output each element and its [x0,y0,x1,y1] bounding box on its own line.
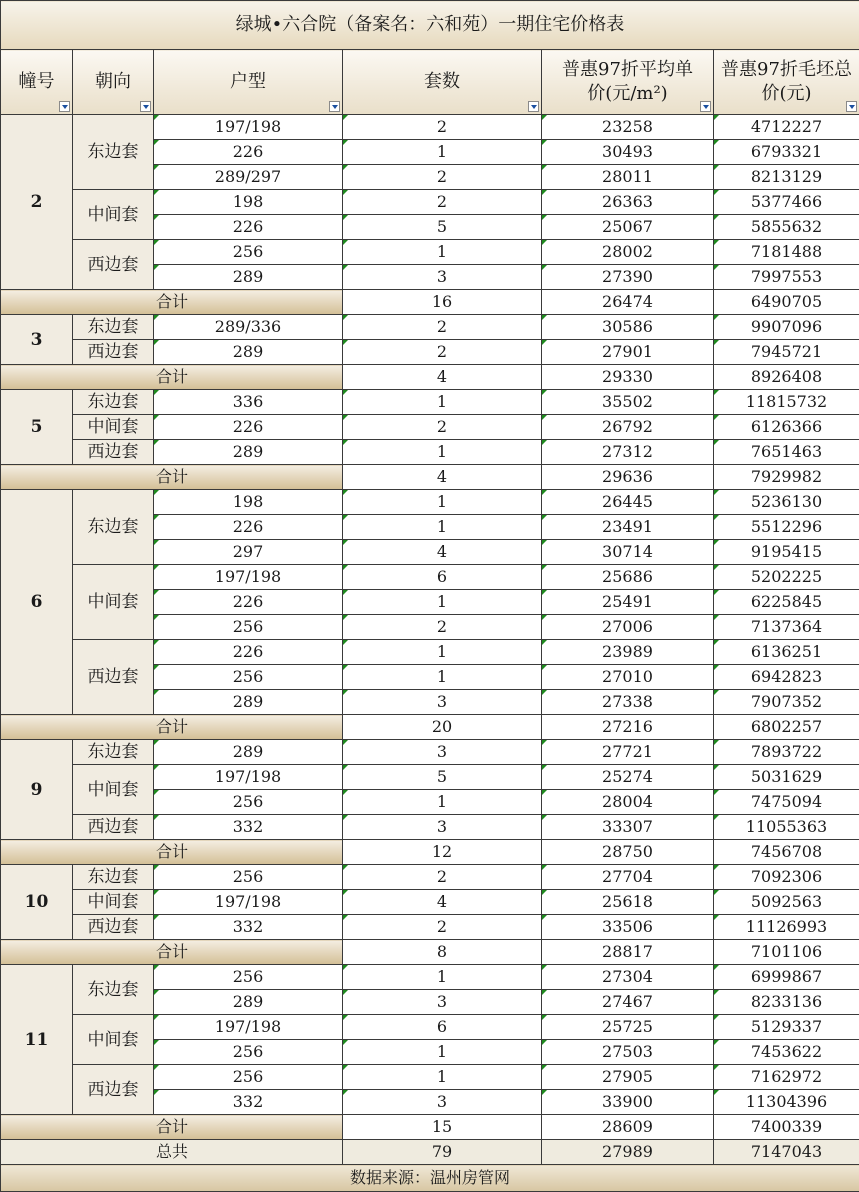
unit-count-cell: 1 [343,490,542,515]
building-number: 2 [1,115,73,290]
total-price-cell: 4712227 [714,115,859,140]
total-price-cell: 5377466 [714,190,859,215]
building-number: 3 [1,315,73,365]
table-row [1,440,859,465]
orientation-cell: 东边套 [73,965,154,1015]
total-price-cell: 11304396 [714,1090,859,1115]
avg-price-cell: 35502 [542,390,714,415]
unit-count-cell: 3 [343,690,542,715]
building-number: 5 [1,390,73,465]
table-row [1,190,859,215]
header-label [424,70,460,94]
unit-count-cell: 3 [343,815,542,840]
total-price-cell: 6942823 [714,665,859,690]
subtotal-count: 16 [343,290,542,315]
total-price-cell: 6225845 [714,590,859,615]
avg-price-cell: 30493 [542,140,714,165]
orientation-cell: 西边套 [73,1065,154,1115]
subtotal-label [1,1115,343,1140]
unit-type-cell: 332 [154,815,343,840]
header-total-price [714,50,859,115]
avg-price-cell: 27901 [542,340,714,365]
total-price-cell: 7162972 [714,1065,859,1090]
unit-type-cell: 198 [154,190,343,215]
unit-type-cell: 226 [154,140,343,165]
unit-type-cell: 226 [154,415,343,440]
total-price-cell: 8233136 [714,990,859,1015]
avg-price-cell: 28002 [542,240,714,265]
total-price-cell: 7092306 [714,865,859,890]
avg-price-cell: 27312 [542,440,714,465]
unit-count-cell: 1 [343,1065,542,1090]
subtotal-label-text: 合计 [1,465,343,489]
subtotal-label-text: 合计 [1,940,343,964]
subtotal-total-price: 6490705 [714,290,859,315]
avg-price-cell: 27338 [542,690,714,715]
total-price-cell: 5031629 [714,765,859,790]
orientation-cell: 中间套 [73,190,154,240]
unit-count-cell: 1 [343,440,542,465]
unit-count-cell: 2 [343,615,542,640]
total-price-cell: 11815732 [714,390,859,415]
header-label-line: 套数 [424,71,460,92]
total-price-cell: 7181488 [714,240,859,265]
filter-dropdown-icon[interactable] [700,101,711,112]
avg-price-cell: 27006 [542,615,714,640]
unit-count-cell: 1 [343,965,542,990]
unit-count-cell: 2 [343,315,542,340]
unit-type-cell: 226 [154,590,343,615]
building-number: 10 [1,865,73,940]
subtotal-row [1,365,859,390]
subtotal-total-price: 7929982 [714,465,859,490]
table-row [1,740,859,765]
unit-type-cell: 197/198 [154,765,343,790]
unit-count-cell: 2 [343,415,542,440]
total-price-cell: 7651463 [714,440,859,465]
unit-count-cell: 2 [343,165,542,190]
unit-type-cell: 289 [154,740,343,765]
subtotal-label-text: 合计 [1,365,343,389]
subtotal-row [1,940,859,965]
unit-type-cell: 256 [154,615,343,640]
unit-type-cell: 256 [154,240,343,265]
table-row [1,115,859,140]
avg-price-cell: 27905 [542,1065,714,1090]
unit-type-cell: 197/198 [154,890,343,915]
avg-price-cell: 25686 [542,565,714,590]
unit-count-cell: 4 [343,540,542,565]
unit-count-cell: 4 [343,890,542,915]
unit-count-cell: 3 [343,740,542,765]
unit-type-cell: 256 [154,1065,343,1090]
table-row [1,965,859,990]
table-row [1,415,859,440]
filter-dropdown-icon[interactable] [140,101,151,112]
total-price-cell: 7475094 [714,790,859,815]
data-source: 数据来源：温州房管网 [1,1165,859,1192]
unit-count-cell: 1 [343,665,542,690]
avg-price-cell: 23989 [542,640,714,665]
subtotal-label-text: 合计 [1,290,343,314]
table-row [1,915,859,940]
avg-price-cell: 33900 [542,1090,714,1115]
total-price-cell: 9195415 [714,540,859,565]
avg-price-cell: 27390 [542,265,714,290]
subtotal-label [1,940,343,965]
orientation-cell: 西边套 [73,440,154,465]
filter-dropdown-icon[interactable] [528,101,539,112]
header-building [1,50,73,115]
subtotal-label-text: 合计 [1,1115,343,1139]
total-price-cell: 11126993 [714,915,859,940]
orientation-cell: 东边套 [73,865,154,890]
avg-price-cell: 23258 [542,115,714,140]
subtotal-avg-price: 28817 [542,940,714,965]
unit-count-cell: 6 [343,1015,542,1040]
orientation-cell: 东边套 [73,115,154,190]
subtotal-label-text: 合计 [1,840,343,864]
subtotal-count: 8 [343,940,542,965]
filter-dropdown-icon[interactable] [59,101,70,112]
total-price-cell: 11055363 [714,815,859,840]
subtotal-count: 4 [343,465,542,490]
header-label-line: 普惠97折平均单 [562,59,693,80]
orientation-cell: 西边套 [73,340,154,365]
orientation-cell: 西边套 [73,640,154,715]
avg-price-cell: 27503 [542,1040,714,1065]
subtotal-label [1,840,343,865]
header-label [721,58,852,106]
unit-type-cell: 256 [154,790,343,815]
avg-price-cell: 25067 [542,215,714,240]
header-label-line: 价(元/m²) [587,83,667,104]
header-avg-unit-price [542,50,714,115]
unit-count-cell: 1 [343,140,542,165]
header-label-line: 普惠97折毛坯总 [721,59,852,80]
subtotal-avg-price: 28750 [542,840,714,865]
avg-price-cell: 23491 [542,515,714,540]
unit-type-cell: 226 [154,515,343,540]
total-price-cell: 9907096 [714,315,859,340]
avg-price-cell: 27010 [542,665,714,690]
subtotal-label [1,365,343,390]
orientation-cell: 西边套 [73,240,154,290]
unit-type-cell: 289 [154,440,343,465]
unit-count-cell: 1 [343,640,542,665]
header-unit-count [343,50,542,115]
source-row [1,1165,859,1192]
unit-type-cell: 332 [154,1090,343,1115]
unit-count-cell: 3 [343,1090,542,1115]
grand-total-label [1,1140,343,1165]
table-row [1,340,859,365]
avg-price-cell: 33506 [542,915,714,940]
unit-type-cell: 256 [154,865,343,890]
orientation-cell: 中间套 [73,415,154,440]
unit-type-cell: 197/198 [154,1015,343,1040]
total-price-cell: 7945721 [714,340,859,365]
subtotal-row [1,1115,859,1140]
avg-price-cell: 25725 [542,1015,714,1040]
subtotal-label-text: 合计 [1,715,343,739]
subtotal-row [1,715,859,740]
unit-type-cell: 289/297 [154,165,343,190]
subtotal-label [1,715,343,740]
avg-price-cell: 30714 [542,540,714,565]
unit-count-cell: 2 [343,915,542,940]
unit-count-cell: 3 [343,990,542,1015]
header-label-line: 幢号 [19,71,55,92]
orientation-cell: 东边套 [73,390,154,415]
subtotal-label [1,290,343,315]
header-label [19,70,55,94]
grand-total-avg-price: 27989 [542,1140,714,1165]
subtotal-avg-price: 28609 [542,1115,714,1140]
subtotal-avg-price: 29330 [542,365,714,390]
table-row [1,240,859,265]
unit-count-cell: 2 [343,340,542,365]
orientation-cell: 东边套 [73,490,154,565]
unit-count-cell: 6 [343,565,542,590]
total-price-cell: 5092563 [714,890,859,915]
avg-price-cell: 28004 [542,790,714,815]
unit-count-cell: 2 [343,865,542,890]
table-row [1,390,859,415]
header-label-line: 户型 [230,71,266,92]
orientation-cell: 西边套 [73,915,154,940]
subtotal-total-price: 6802257 [714,715,859,740]
orientation-cell: 东边套 [73,740,154,765]
unit-count-cell: 2 [343,115,542,140]
avg-price-cell: 30586 [542,315,714,340]
total-price-cell: 5512296 [714,515,859,540]
table-row [1,1065,859,1090]
unit-type-cell: 332 [154,915,343,940]
header-orientation [73,50,154,115]
subtotal-row [1,465,859,490]
avg-price-cell: 25491 [542,590,714,615]
building-number: 9 [1,740,73,840]
total-price-cell: 6136251 [714,640,859,665]
building-number: 6 [1,490,73,715]
unit-type-cell: 297 [154,540,343,565]
avg-price-cell: 27467 [542,990,714,1015]
avg-price-cell: 27304 [542,965,714,990]
grand-total-price: 7147043 [714,1140,859,1165]
table-row [1,865,859,890]
subtotal-total-price: 8926408 [714,365,859,390]
avg-price-cell: 26363 [542,190,714,215]
subtotal-avg-price: 29636 [542,465,714,490]
unit-type-cell: 226 [154,640,343,665]
header-label [230,70,266,94]
unit-type-cell: 289/336 [154,315,343,340]
subtotal-count: 4 [343,365,542,390]
unit-type-cell: 289 [154,265,343,290]
unit-type-cell: 226 [154,215,343,240]
total-price-cell: 7453622 [714,1040,859,1065]
subtotal-row [1,840,859,865]
total-price-cell: 6126366 [714,415,859,440]
subtotal-avg-price: 26474 [542,290,714,315]
filter-dropdown-icon[interactable] [329,101,340,112]
subtotal-count: 20 [343,715,542,740]
avg-price-cell: 26445 [542,490,714,515]
total-price-cell: 7997553 [714,265,859,290]
subtotal-total-price: 7456708 [714,840,859,865]
orientation-cell: 中间套 [73,765,154,815]
table-row [1,1015,859,1040]
avg-price-cell: 26792 [542,415,714,440]
building-number: 11 [1,965,73,1115]
table-row [1,490,859,515]
table-row [1,890,859,915]
orientation-cell: 中间套 [73,1015,154,1065]
unit-count-cell: 1 [343,515,542,540]
total-price-cell: 6999867 [714,965,859,990]
subtotal-total-price: 7400339 [714,1115,859,1140]
grand-total-count: 79 [343,1140,542,1165]
unit-type-cell: 197/198 [154,115,343,140]
header-label [562,58,693,106]
table-title: 绿城•六合院（备案名：六和苑）一期住宅价格表 [1,1,859,50]
total-price-cell: 7907352 [714,690,859,715]
filter-dropdown-icon[interactable] [846,101,857,112]
total-price-cell: 8213129 [714,165,859,190]
orientation-cell: 中间套 [73,565,154,640]
unit-type-cell: 289 [154,990,343,1015]
unit-count-cell: 3 [343,265,542,290]
table-row [1,640,859,665]
total-price-cell: 7137364 [714,615,859,640]
subtotal-avg-price: 27216 [542,715,714,740]
unit-count-cell: 1 [343,390,542,415]
avg-price-cell: 27704 [542,865,714,890]
unit-count-cell: 2 [343,190,542,215]
unit-type-cell: 198 [154,490,343,515]
avg-price-cell: 33307 [542,815,714,840]
subtotal-label [1,465,343,490]
unit-count-cell: 5 [343,215,542,240]
total-price-cell: 5129337 [714,1015,859,1040]
table-row [1,765,859,790]
unit-type-cell: 197/198 [154,565,343,590]
avg-price-cell: 28011 [542,165,714,190]
subtotal-count: 15 [343,1115,542,1140]
unit-count-cell: 5 [343,765,542,790]
total-price-cell: 5855632 [714,215,859,240]
total-price-cell: 6793321 [714,140,859,165]
unit-count-cell: 1 [343,1040,542,1065]
unit-count-cell: 1 [343,590,542,615]
grand-total-row [1,1140,859,1165]
orientation-cell: 东边套 [73,315,154,340]
unit-type-cell: 256 [154,965,343,990]
subtotal-row [1,290,859,315]
header-label-line: 价(元) [761,83,811,104]
total-price-cell: 5236130 [714,490,859,515]
avg-price-cell: 27721 [542,740,714,765]
table-row [1,815,859,840]
header-unit-type [154,50,343,115]
unit-count-cell: 1 [343,790,542,815]
subtotal-total-price: 7101106 [714,940,859,965]
grand-total-label-text: 总共 [1,1140,343,1164]
avg-price-cell: 25618 [542,890,714,915]
unit-type-cell: 289 [154,690,343,715]
total-price-cell: 7893722 [714,740,859,765]
unit-type-cell: 336 [154,390,343,415]
subtotal-count: 12 [343,840,542,865]
orientation-cell: 西边套 [73,815,154,840]
table-row [1,315,859,340]
orientation-cell: 中间套 [73,890,154,915]
header-label [95,70,131,94]
header-label-line: 朝向 [95,71,131,92]
table-row [1,565,859,590]
unit-count-cell: 1 [343,240,542,265]
unit-type-cell: 256 [154,665,343,690]
total-price-cell: 5202225 [714,565,859,590]
avg-price-cell: 25274 [542,765,714,790]
unit-type-cell: 289 [154,340,343,365]
unit-type-cell: 256 [154,1040,343,1065]
